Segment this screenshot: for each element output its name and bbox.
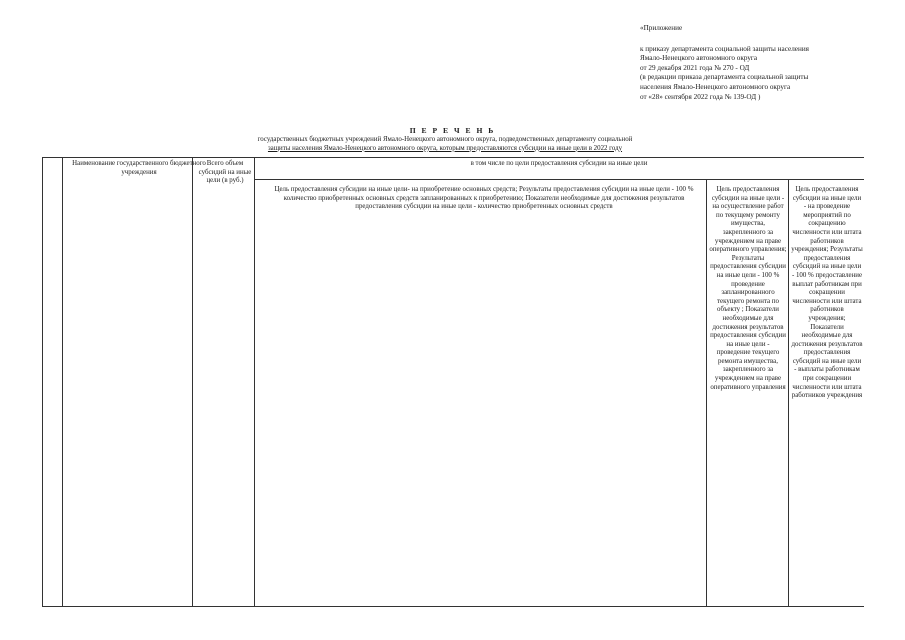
column-header-including: в том числе по цели предоставления субсидии на иные цели bbox=[470, 160, 648, 167]
order-line: (в редакции приказа департамента социальной защиты bbox=[640, 73, 809, 82]
order-line: от 29 декабря 2021 года № 270 - ОД bbox=[640, 63, 750, 72]
column-divider bbox=[192, 157, 193, 607]
column-divider bbox=[254, 157, 255, 607]
column-divider bbox=[788, 179, 789, 607]
table-border-left bbox=[42, 157, 43, 607]
goal-current-repair: Цель предоставления субсидии на иные цели - на осуществление работ по текущему ремонту имущества, закрепленного за учреждением на праве оперативного управления; Результаты предоставления субсидии на иные цели - 100 % проведение запланированного текущего ремонта по объекту ; Показатели необходимые для достижения результатов предоставления субсидии на иные цели - проведение текущего ремонта имущества, закрепленного за учреждением на праве оперативного управления bbox=[709, 186, 787, 391]
column-divider bbox=[706, 179, 707, 607]
table-border-top bbox=[42, 157, 864, 158]
goal-fixed-assets: Цель предоставления субсидии на иные цели- на приобретение основных средств; Результаты предоставления субсидии на иные цели - 100 % количество приобретенных основных средств запланированных к приобретению; Показатели необходимые для достижения результатов предоставления субсидии на иные цели - количество приобретенных основных средств bbox=[274, 186, 694, 211]
document-title: П Е Р Е Ч Е Н Ь bbox=[409, 126, 496, 135]
subtitle-line: защиты населения Ямало-Ненецкого автономного округа, которым предоставляются субсидии на иные цели в 2022 году bbox=[267, 144, 623, 152]
order-line: Ямало-Ненецкого автономного округа bbox=[640, 54, 758, 63]
column-header-total: Всего объем субсидий на иные цели (в руб.) bbox=[198, 160, 252, 185]
order-line: от «28» сентября 2022 года № 139-ОД ) bbox=[640, 92, 761, 101]
column-header-name: Наименование государственного бюджетного учреждения bbox=[72, 160, 206, 176]
document-subtitle bbox=[200, 136, 690, 153]
order-line: к приказу департамента социальной защиты населения bbox=[640, 44, 809, 53]
appendix-label: «Приложение bbox=[640, 24, 683, 32]
goal-staff-reduction: Цель предоставления субсидии на иные цели - на проведение мероприятий по сокращению численности или штата работников учреждения; Результаты предоставления субсидий на иные цели - 100 % предоставление выплат работникам при сокращении численности или штата работников учреждения; Показатели необходимые для достижения результатов предоставления субсидий на иные цели - выплаты работникам при сокращении численности или штата работников учреждения bbox=[791, 186, 863, 400]
order-line: населения Ямало-Ненецкого автономного округа bbox=[640, 82, 791, 91]
column-divider bbox=[62, 157, 63, 607]
header-row-divider bbox=[254, 179, 864, 180]
subtitle-line: государственных бюджетных учреждений Ямало-Ненецкого автономного округа, подведомственных департаменту социальной bbox=[257, 136, 633, 143]
table-border-bottom bbox=[42, 606, 864, 607]
subsidy-table bbox=[42, 157, 864, 607]
appendix-header bbox=[640, 24, 890, 102]
